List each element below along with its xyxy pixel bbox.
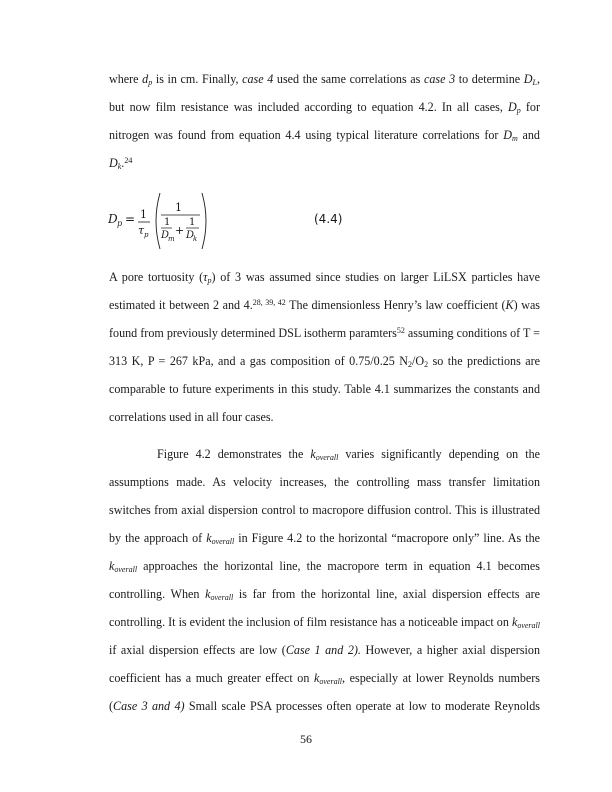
equation-number: (4.4): [314, 212, 343, 226]
eq-right-paren: [202, 193, 206, 249]
eq-plus: +: [175, 224, 185, 237]
p3-line-10: (Case 3 and 4) Small scale PSA processes often operate at low to moderate Reynolds: [109, 699, 540, 713]
p3-line-4: by the approach of $k_{overall}$ in Figure 4.2 to the horizontal “macropore only” line. As the: [109, 531, 541, 546]
p3-line-8: if axial dispersion effects are low (Case 1 and 2). However, a higher axial dispersion: [109, 643, 540, 657]
eq-dm-sub: m: [168, 235, 175, 243]
p2-line-5: comparable to future experiments in this study. Table 4.1 summarizes the constants and: [109, 382, 540, 396]
eq-tau-sub: p: [144, 231, 149, 239]
eq-dm: D: [161, 230, 170, 241]
p2-line-2: estimated it between 2 and 4.$^{28, 39, 42}$ The dimensionless Henry’s law coefficient (K) was: [109, 298, 541, 312]
eq-top-one: 1: [175, 201, 182, 214]
page-number: 56: [300, 732, 312, 746]
p3-line-3: switches from axial dispersion control to macropore diffusion control. This is illustrated: [109, 503, 540, 517]
p1-line-2: but now film resistance was included according to equation 4.2. In all cases, $D_p$ for: [109, 100, 540, 115]
p1-line-1: where $d_p$ is in cm. Finally, case 4 used the same correlations as case 3 to determine $D_L$,: [109, 72, 540, 87]
p2-line-1: A pore tortuosity $(\tau_p)$ of 3 was assumed since studies on larger LiLSX particles have: [109, 270, 540, 285]
p2-line-6: correlations used in all four cases.: [109, 410, 274, 424]
p2-line-4: 313 K, P = 267 kPa, and a gas composition of 0.75/0.25 $N_2/O_2$ so the predictions are: [109, 354, 541, 369]
eq-dk: D: [186, 230, 195, 241]
eq-tau: τ: [138, 224, 145, 237]
p3-line-7: controlling. It is evident the inclusion of film resistance has a noticeable impact on $k_{overall}$: [109, 615, 540, 630]
p2-line-3: found from previously determined DSL isotherm paramters$^{52}$ assuming conditions of T =: [109, 326, 541, 340]
p3-line-1: Figure 4.2 demonstrates the $k_{overall}$ varies significantly depending on the: [157, 447, 541, 462]
p3-line-9: coefficient has a much greater effect on $k_{overall}$, especially at lower Reynolds numbers: [109, 671, 540, 686]
p1-line-4: $D_k.^{24}$: [109, 156, 133, 171]
eq-left-paren: [156, 193, 160, 249]
p3-line-5: $k_{overall}$ approaches the horizontal line, the macropore term in equation 4.1 becomes: [109, 559, 540, 574]
eq-inner-one-right: 1: [189, 217, 196, 228]
eq-inner-one-left: 1: [164, 217, 171, 228]
eq-equals: =: [125, 212, 136, 226]
eq-lhs: D: [108, 212, 118, 226]
equation-4-4: [108, 190, 228, 252]
eq-outer-one: 1: [140, 208, 147, 221]
eq-lhs-sub: p: [117, 219, 123, 228]
p1-line-3: nitrogen was found from equation 4.4 using typical literature correlations for $D_m$ and: [109, 128, 540, 143]
p3-line-6: controlling. When $k_{overall}$ is far from the horizontal line, axial dispersion effects are: [109, 587, 540, 602]
p3-line-2: assumptions made. As velocity increases, the controlling mass transfer limitation: [109, 475, 540, 489]
eq-dk-sub: k: [193, 235, 198, 243]
